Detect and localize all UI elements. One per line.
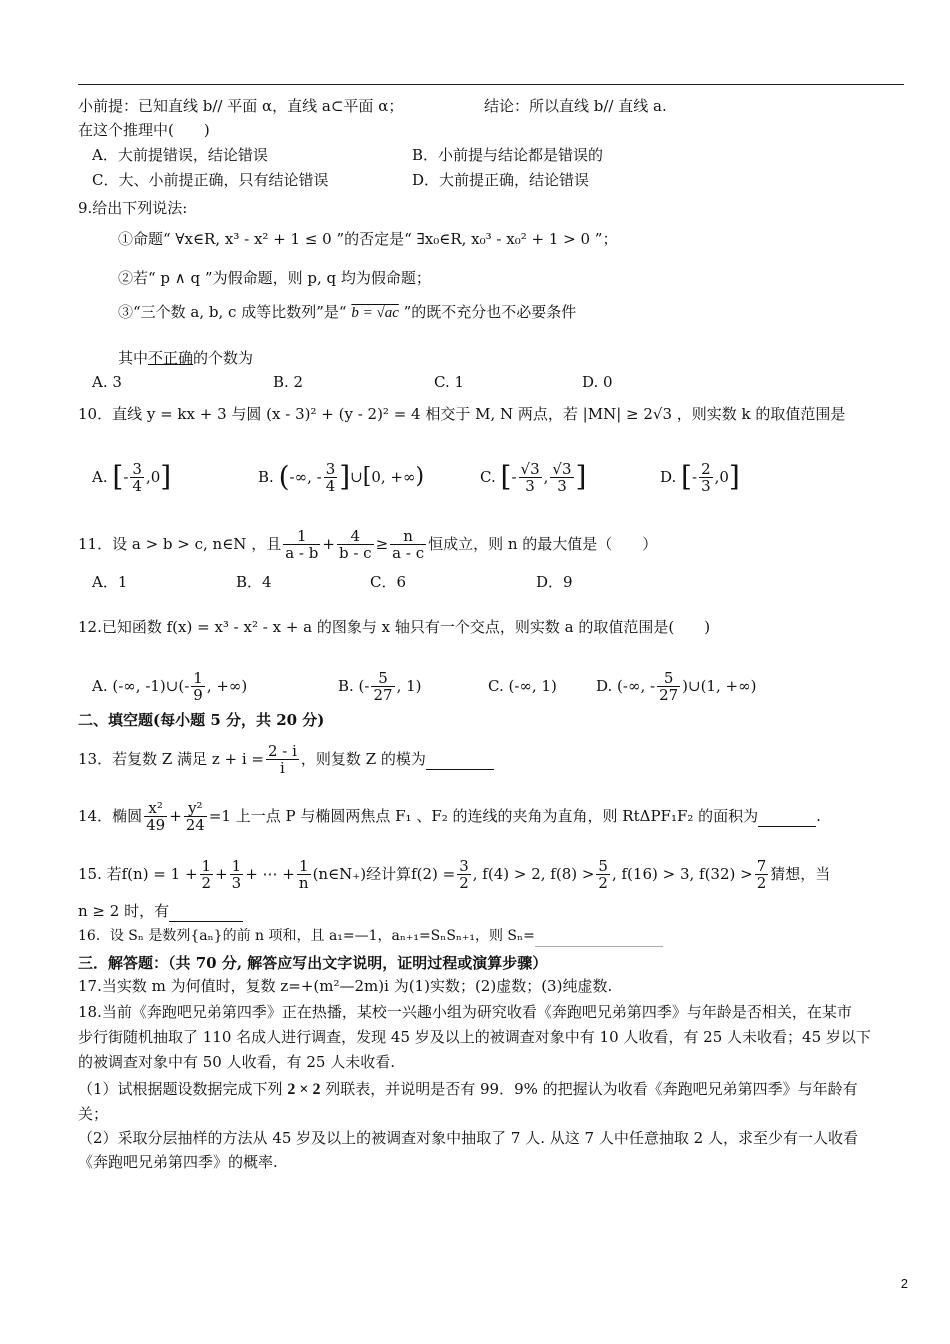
- q13-answer-blank[interactable]: [426, 749, 494, 770]
- q13-tail: ，则复数 Z 的模为: [300, 750, 426, 768]
- q18-line-1: 18.当前《奔跑吧兄弟第四季》正在热播，某校一兴趣小组为研究收看《奔跑吧兄弟第四季》与年龄是否相关，在某市: [78, 1003, 852, 1021]
- q11-fraction-3: $\frac{n}{a - c}$: [392, 526, 425, 562]
- q10-c-label: C.: [480, 468, 496, 486]
- q8-minor-premise: 小前提：已知直线 b// 平面 α，直线 a⊂平面 α；: [78, 97, 404, 115]
- q9-s3-lead: ③“三个数 a, b, c 成等比数列”是“: [118, 303, 347, 321]
- q9-question: [118, 348, 253, 368]
- q9-statement-2: ②若“ p ∧ q ”为假命题，则 p, q 均为假命题；: [118, 269, 431, 287]
- q14-body: =1 上一点 P 与椭圆两焦点 F₁ 、F₂ 的连线的夹角为直角，则 RtΔPF₁F₂ 的面积为: [208, 807, 759, 825]
- q8-option-c[interactable]: C．大、小前提正确，只有结论错误: [92, 171, 329, 189]
- q11-fraction-1: $\frac{1}{a - b}$: [285, 526, 319, 562]
- q15-line-2: [78, 901, 243, 922]
- q13-fraction: $\frac{2 - i}{i}$: [267, 741, 297, 777]
- q10-d-label: D.: [660, 468, 677, 486]
- q11-option-d[interactable]: D．9: [536, 573, 573, 591]
- q12-a-fraction: $\frac{1}{9}$: [193, 668, 203, 704]
- q15-fraction-1: $\frac{1}{2}$: [201, 856, 212, 892]
- q18-line-4-lead: （1）试根据题设数据完成下列: [78, 1080, 283, 1098]
- top-rule: [78, 84, 904, 85]
- q18-line-5: 关；: [78, 1105, 109, 1123]
- q15-line-1: [78, 852, 830, 896]
- q17: 17.当实数 m 为何值时，复数 z=+(m²—2m)i 为(1)实数；(2)虚数；(3)纯虚数.: [78, 977, 613, 995]
- q15-fraction-6: $\frac{7}{2}$: [756, 856, 767, 892]
- q16-answer-blank[interactable]: [535, 926, 663, 947]
- q14-answer-blank[interactable]: [758, 806, 816, 827]
- q12-option-a[interactable]: [92, 664, 247, 708]
- q10-d-fraction: $\frac{2}{3}$: [701, 459, 711, 495]
- q9-ask-pre: 其中: [118, 349, 149, 367]
- section-3-heading: 三．解答题：（共 70 分, 解答应写出文字说明，证明过程或演算步骤）: [78, 954, 548, 972]
- q15-part-f: , f(16) > 3, f(32) >: [611, 865, 753, 883]
- q18-line-2: 步行街随机抽取了 110 名成人进行调查，发现 45 岁及以上的被调查对象中有 10 人收看，有 25 人未收看；45 岁以下: [78, 1028, 871, 1046]
- q13-lead: 13．若复数 Z 满足 z + i =: [78, 750, 264, 768]
- q12-stem: 12.已知函数 f(x) = x³ - x² - x + a 的图象与 x 轴只有一个交点，则实数 a 的取值范围是( ): [78, 618, 711, 636]
- q15-part-g: 猜想，当: [770, 865, 831, 883]
- q8-conclusion: 结论：所以直线 b// 直线 a.: [484, 97, 667, 115]
- q14-end: .: [816, 807, 821, 825]
- q11-fraction-2: $\frac{4}{b - c}$: [338, 526, 372, 562]
- q15-line-2-text: n ≥ 2 时，有: [78, 902, 170, 920]
- q12-d-tail: )∪(1, +∞): [682, 677, 757, 695]
- q15-fraction-5: $\frac{5}{2}$: [598, 856, 608, 892]
- q8-option-d[interactable]: D．大前提正确，结论错误: [412, 171, 590, 189]
- q10-a-fraction: $\frac{3}{4}$: [132, 459, 142, 495]
- q10-c-fraction-2: $\frac{√3}{3}$: [552, 459, 572, 495]
- q15-part-b: +: [215, 865, 228, 883]
- q11-stem: 11．设 a > b > c, n∈N ，且 $\frac{1}{a - b}$ + $\frac{4}{b - c}$ ≥ $\frac{n}{a - c}$ 恒成立，则 n 的最大值是（ ）: [78, 526, 658, 562]
- q18-2x2-symbol: 2 × 2: [287, 1081, 321, 1098]
- q15-answer-blank[interactable]: [169, 901, 243, 922]
- q13: [78, 737, 494, 781]
- q15-fraction-3: $\frac{1}{n}$: [298, 856, 309, 892]
- q8-option-a[interactable]: A．大前提错误，结论错误: [92, 146, 268, 164]
- q9-option-a[interactable]: A. 3: [92, 373, 122, 391]
- q12-a-lead: A. (-∞, -1)∪(-: [92, 677, 190, 695]
- q9-stem: 9.给出下列说法:: [78, 199, 188, 217]
- q12-d-lead: D. (-∞, -: [596, 677, 656, 695]
- q16: [78, 926, 663, 947]
- q12-a-tail: , +∞): [206, 677, 248, 695]
- q12-d-fraction: $\frac{5}{27}$: [659, 668, 679, 704]
- q8-stem: 在这个推理中( ): [78, 121, 210, 139]
- q9-ask-post: 的个数为: [193, 349, 254, 367]
- q12-b-tail: , 1): [396, 677, 422, 695]
- q15-part-c: + ⋯ +: [245, 865, 295, 883]
- q10-a-label: A.: [92, 468, 108, 486]
- q14-lead: 14．椭圆: [78, 807, 143, 825]
- q10-option-a[interactable]: A. [ - $\frac{3}{4}$ ,0 ]: [92, 459, 172, 495]
- q16-text: 16．设 Sₙ 是数列{aₙ}的前 n 项和，且 a₁=—1，aₙ₊₁=SₙSₙ₊₁，则 Sₙ=: [78, 928, 535, 944]
- q10-b-fraction: $\frac{3}{4}$: [325, 459, 336, 495]
- q9-option-c[interactable]: C. 1: [434, 373, 465, 391]
- sqrt-ac-formula: b = √ac: [351, 305, 399, 321]
- q15-fraction-4: $\frac{3}{2}$: [459, 856, 469, 892]
- q18-line-3: 的被调查对象中有 50 人收看，有 25 人未收看.: [78, 1053, 396, 1071]
- q10-option-c[interactable]: C. [ - $\frac{√3}{3}$ , $\frac{√3}{3}$ ]: [480, 459, 587, 495]
- q11-stem-lead: 11．设 a > b > c, n∈N ，且: [78, 535, 282, 553]
- section-2-heading: 二、填空题(每小题 5 分，共 20 分): [78, 711, 325, 729]
- q8-option-b[interactable]: B．小前提与结论都是错误的: [412, 146, 604, 164]
- q11-stem-tail: 恒成立，则 n 的最大值是（ ）: [428, 535, 658, 553]
- q15-part-d: (n∈N₊)经计算f(2) =: [312, 865, 456, 883]
- q11-option-a[interactable]: A．1: [92, 573, 128, 591]
- q15-part-a: 15. 若f(n) = 1 +: [78, 865, 198, 883]
- q14-fraction-1: $\frac{\text{x²}}{49}$: [146, 798, 166, 834]
- q9-ask-underlined: 不正确: [148, 349, 194, 367]
- q9-statement-1: ①命题“ ∀x∈R, x³ - x² + 1 ≤ 0 ”的否定是“ ∃x₀∈R, x₀³ - x₀² + 1 > 0 ”；: [118, 230, 618, 248]
- q12-option-d[interactable]: [596, 664, 756, 708]
- q9-option-b[interactable]: B. 2: [273, 373, 304, 391]
- q10-b-label: B.: [258, 468, 274, 486]
- q18-line-4: [78, 1079, 858, 1100]
- q18-line-6: （2）采取分层抽样的方法从 45 岁及以上的被调查对象中抽取了 7 人. 从这 7 人中任意抽取 2 人，求至少有一人收看: [78, 1129, 858, 1147]
- q11-option-b[interactable]: B．4: [236, 573, 272, 591]
- q9-s3-tail: ”的既不充分也不必要条件: [403, 303, 577, 321]
- q12-option-c[interactable]: C. (-∞, 1): [488, 677, 557, 695]
- q10-stem: 10．直线 y = kx + 3 与圆 (x - 3)² + (y - 2)² = 4 相交于 M, N 两点，若 |MN| ≥ 2√3 ，则实数 k 的取值范围是: [78, 405, 846, 423]
- q12-b-fraction: $\frac{5}{27}$: [373, 668, 393, 704]
- q15-part-e: , f(4) > 2, f(8) >: [472, 865, 595, 883]
- q12-b-lead: B. (-: [338, 677, 370, 695]
- q12-option-b[interactable]: [338, 664, 422, 708]
- q14-fraction-2: $\frac{\text{y²}}{24}$: [185, 798, 205, 834]
- q18-line-7: 《奔跑吧兄弟第四季》的概率.: [78, 1153, 278, 1171]
- q10-option-d[interactable]: D. [ - $\frac{2}{3}$ ,0 ]: [660, 459, 740, 495]
- page-number: 2: [900, 1276, 908, 1291]
- q9-option-d[interactable]: D. 0: [582, 373, 613, 391]
- q11-option-c[interactable]: C．6: [370, 573, 407, 591]
- q18-line-4-tail: 列联表，并说明是否有 99．9% 的把握认为收看《奔跑吧兄弟第四季》与年龄有: [325, 1080, 858, 1098]
- q15-fraction-2: $\frac{1}{3}$: [231, 856, 242, 892]
- q10-option-b[interactable]: B. ( -∞, - $\frac{3}{4}$ ] ∪ [ 0, +∞ ): [258, 459, 425, 495]
- q14: 14．椭圆 $\frac{\text{x²}}{49}$ + $\frac{\text{y²}}{24}$ =1 上一点 P 与椭圆两焦点 F₁ 、F₂ 的连线的夹角为直角，则 RtΔPF₁F₂ 的面积为 .: [78, 798, 821, 834]
- q10-c-fraction-1: $\frac{√3}{3}$: [520, 459, 540, 495]
- q9-statement-3: [118, 302, 576, 323]
